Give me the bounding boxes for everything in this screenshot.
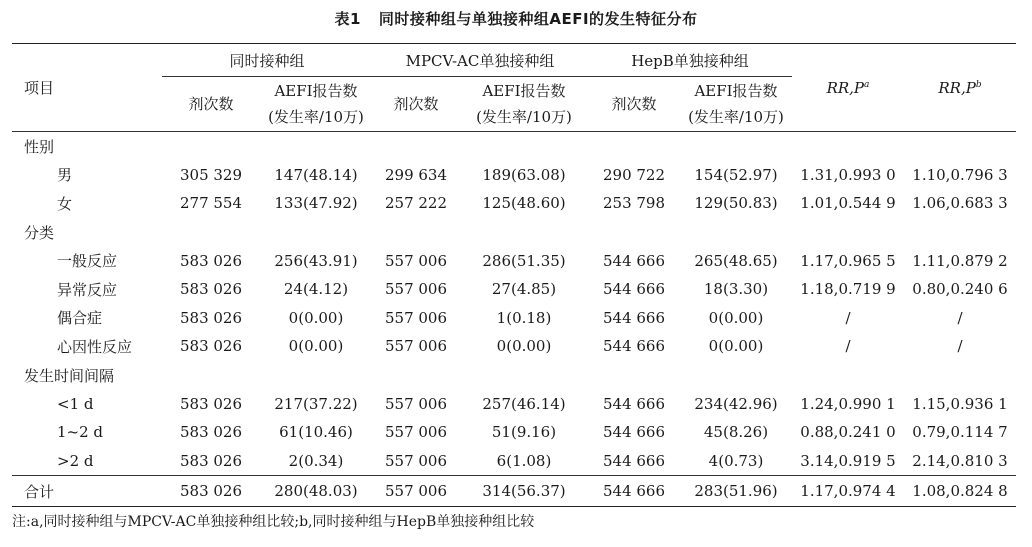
table-row: [12, 389, 1016, 418]
cell: 299 634: [384, 165, 448, 184]
cell: 61(10.46): [279, 423, 353, 442]
cell: 147(48.14): [274, 165, 358, 184]
cell: 1.10,0.796 3: [912, 165, 1008, 184]
header-group-mpcv: MPCV-AC单独接种组: [372, 44, 588, 77]
header-aefi: AEFI报告数 (发生率/10万): [260, 77, 372, 132]
cell: 583 026: [179, 337, 243, 356]
cell: 3.14,0.919 5: [800, 451, 896, 470]
table-row: [12, 304, 1016, 333]
cell: /: [845, 337, 851, 356]
total-row: [12, 476, 1016, 507]
cell: 544 666: [602, 394, 666, 413]
cell: 544 666: [602, 308, 666, 327]
table-row: [12, 246, 1016, 275]
cell: 305 329: [179, 165, 243, 184]
cell: 583 026: [179, 451, 243, 470]
cell: 27(4.85): [491, 280, 557, 299]
cell: 1.08,0.824 8: [904, 476, 1016, 507]
cell: 2(0.34): [288, 451, 344, 470]
cell: 1.11,0.879 2: [912, 251, 1008, 270]
cell: 583 026: [179, 308, 243, 327]
cell: 18(3.30): [703, 280, 769, 299]
cell: 544 666: [602, 280, 666, 299]
cell: 557 006: [384, 280, 448, 299]
table-row: [12, 275, 1016, 304]
cell: 51(9.16): [491, 423, 557, 442]
cell: 24(4.12): [283, 280, 349, 299]
cell: 0.88,0.241 0: [800, 423, 896, 442]
cell: /: [957, 337, 963, 356]
cell: /: [845, 308, 851, 327]
table-row: [12, 332, 1016, 361]
cell: 133(47.92): [274, 194, 358, 213]
cell: 544 666: [602, 423, 666, 442]
cell: 290 722: [602, 165, 666, 184]
total-label: 合计: [12, 476, 162, 507]
section-label: 性别: [24, 137, 55, 156]
header-aefi: AEFI报告数 (发生率/10万): [680, 77, 792, 132]
table-row: [12, 189, 1016, 218]
cell: 557 006: [384, 308, 448, 327]
header-rr-b: $RR,P^b$: [904, 44, 1016, 132]
section-row: [12, 218, 1016, 247]
cell: 557 006: [384, 423, 448, 442]
header-rr-a: $RR,P^a$: [792, 44, 904, 132]
cell: 253 798: [602, 194, 666, 213]
cell: 257 222: [384, 194, 448, 213]
cell: 544 666: [602, 251, 666, 270]
cell: 583 026: [179, 251, 243, 270]
cell: 314(56.37): [460, 476, 588, 507]
cell: 557 006: [384, 251, 448, 270]
header-aefi: AEFI报告数 (发生率/10万): [460, 77, 588, 132]
cell: 1.31,0.993 0: [800, 165, 896, 184]
table-body: [12, 132, 1016, 507]
cell: 557 006: [372, 476, 460, 507]
row-label: <1 d: [57, 394, 94, 413]
row-label: 男: [57, 166, 73, 185]
cell: 277 554: [179, 194, 243, 213]
header-item: 项目: [12, 44, 162, 132]
section-label: 分类: [24, 223, 55, 242]
cell: 0(0.00): [496, 337, 552, 356]
cell: 583 026: [162, 476, 260, 507]
table-caption: 同时接种组与单独接种组AEFI的发生特征分布: [378, 10, 698, 28]
row-label: 异常反应: [57, 280, 118, 299]
cell: 544 666: [602, 451, 666, 470]
cell: 583 026: [179, 423, 243, 442]
cell: 129(50.83): [694, 194, 778, 213]
section-row: [12, 132, 1016, 161]
header-dose: 剂次数: [588, 77, 680, 132]
cell: 257(46.14): [482, 394, 566, 413]
cell: 0.80,0.240 6: [912, 280, 1008, 299]
section-row: [12, 361, 1016, 390]
cell: 544 666: [588, 476, 680, 507]
cell: 557 006: [384, 337, 448, 356]
table-number: 表1: [334, 10, 361, 28]
cell: 544 666: [602, 337, 666, 356]
cell: 0(0.00): [708, 308, 764, 327]
table-note: 注:a,同时接种组与MPCV-AC单独接种组比较;b,同时接种组与HepB单独接种组比较: [12, 514, 535, 530]
cell: 0(0.00): [708, 337, 764, 356]
cell: 217(37.22): [274, 394, 358, 413]
cell: 234(42.96): [694, 394, 778, 413]
cell: 286(51.35): [482, 251, 566, 270]
cell: 265(48.65): [694, 251, 778, 270]
cell: 1.17,0.965 5: [800, 251, 896, 270]
table-row: [12, 161, 1016, 190]
header-group-simultaneous: 同时接种组: [162, 44, 372, 77]
cell: 0(0.00): [288, 337, 344, 356]
row-label: 女: [57, 194, 73, 213]
cell: 1(0.18): [496, 308, 552, 327]
row-label: >2 d: [57, 451, 94, 470]
section-label: 发生时间间隔: [24, 366, 115, 385]
row-label: 心因性反应: [57, 337, 133, 356]
header-group-hepb: HepB单独接种组: [588, 44, 792, 77]
row-label: 偶合症: [57, 309, 103, 328]
cell: 189(63.08): [482, 165, 566, 184]
cell: 0.79,0.114 7: [912, 423, 1008, 442]
cell: 583 026: [179, 280, 243, 299]
row-label: 一般反应: [57, 252, 118, 271]
header-dose: 剂次数: [372, 77, 460, 132]
cell: 45(8.26): [703, 423, 769, 442]
row-label: 1~2 d: [57, 423, 104, 442]
cell: 0(0.00): [288, 308, 344, 327]
cell: 280(48.03): [260, 476, 372, 507]
cell: 1.06,0.683 3: [912, 194, 1008, 213]
cell: /: [957, 308, 963, 327]
cell: 557 006: [384, 451, 448, 470]
cell: 256(43.91): [274, 251, 358, 270]
aefi-table: [12, 44, 1016, 507]
cell: 283(51.96): [680, 476, 792, 507]
cell: 1.15,0.936 1: [912, 394, 1008, 413]
cell: 2.14,0.810 3: [912, 451, 1008, 470]
header-dose: 剂次数: [162, 77, 260, 132]
cell: 125(48.60): [482, 194, 566, 213]
cell: 4(0.73): [708, 451, 764, 470]
cell: 1.17,0.974 4: [792, 476, 904, 507]
cell: 6(1.08): [496, 451, 552, 470]
cell: 1.24,0.990 1: [800, 394, 896, 413]
cell: 1.01,0.544 9: [800, 194, 896, 213]
table-row: [12, 418, 1016, 447]
cell: 154(52.97): [694, 165, 778, 184]
cell: 583 026: [179, 394, 243, 413]
table-row: [12, 447, 1016, 476]
table-title: [0, 8, 1032, 29]
cell: 1.18,0.719 9: [800, 280, 896, 299]
cell: 557 006: [384, 394, 448, 413]
